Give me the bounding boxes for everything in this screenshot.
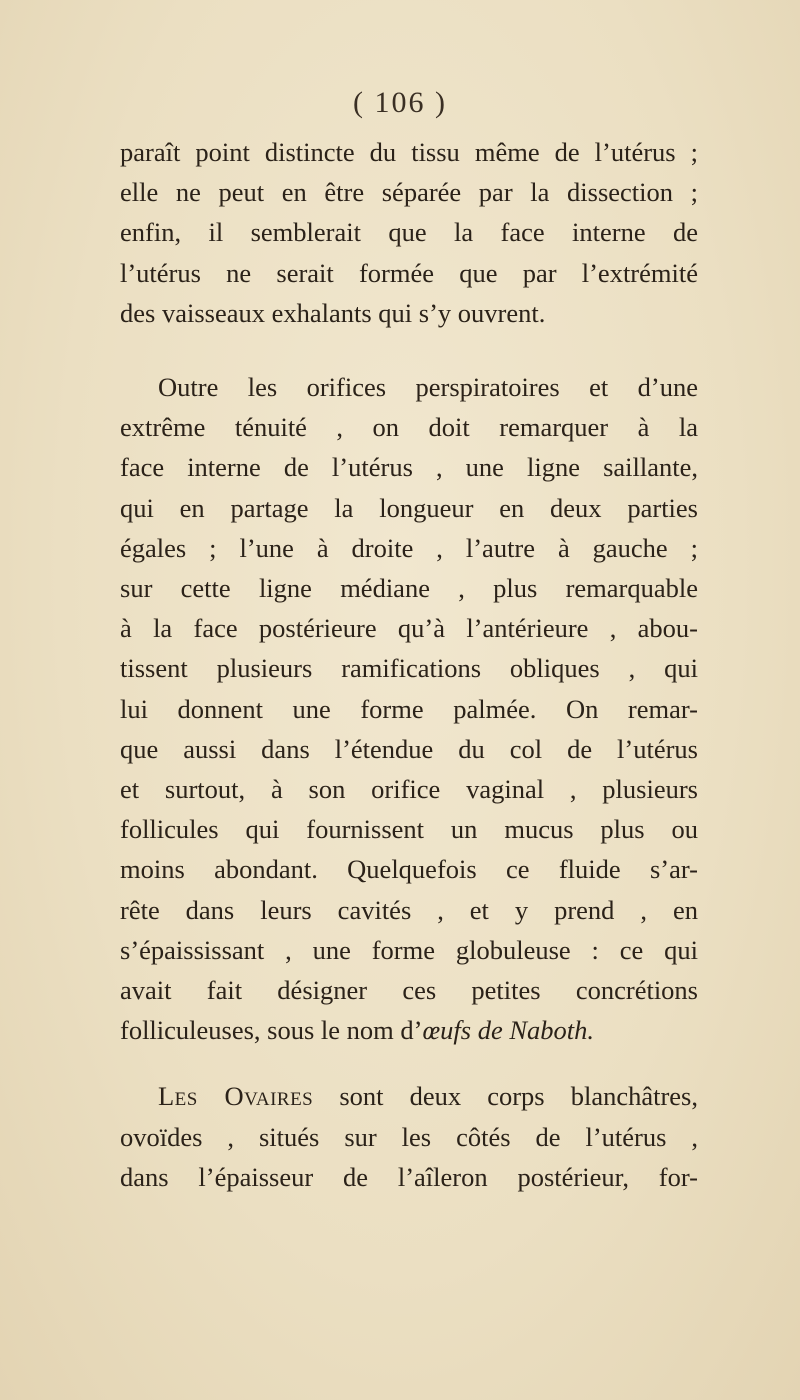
text-fragment: sont deux corps blanchâtres, [313, 1081, 699, 1112]
text-line: face interne de l’utérus , une ligne saillante, [120, 452, 698, 483]
text-line: et surtout, à son orifice vaginal , plusieurs [120, 774, 698, 805]
paragraph-1 [120, 132, 698, 333]
italic-term: œufs de Naboth. [422, 1015, 595, 1046]
text-line: s’épaississant , une forme globuleuse : ce qui [120, 934, 698, 965]
text-line: follicules qui fournissent un mucus plus ou [120, 814, 698, 845]
text-line: rête dans leurs cavités , et y prend , en [120, 894, 698, 925]
text-line: Outre les orifices perspiratoires et d’une [158, 372, 698, 403]
text-line: qui en partage la longueur en deux parties [120, 492, 698, 523]
text-line: que aussi dans l’étendue du col de l’utérus [120, 733, 698, 764]
text-line [120, 1076, 698, 1116]
text-line: à la face postérieure qu’à l’antérieure , abou- [120, 613, 698, 644]
text-line: avait fait désigner ces petites concrétions [120, 975, 698, 1006]
text-line: elle ne peut en être séparée par la dissection ; [120, 177, 698, 208]
paragraph-3 [120, 1076, 698, 1197]
text-line: enfin, il semblerait que la face interne de [120, 217, 698, 248]
text-line: l’utérus ne serait formée que par l’extrémité [120, 257, 698, 288]
body-text [120, 132, 698, 1197]
text-line: dans l’épaisseur de l’aîleron postérieur, for- [120, 1161, 698, 1192]
text-line: ovoïdes , situés sur les côtés de l’utérus , [120, 1121, 698, 1152]
section-term: Les Ovaires [158, 1081, 314, 1112]
text-line: égales ; l’une à droite , l’autre à gauche ; [120, 532, 698, 563]
text-line [120, 1010, 698, 1050]
paragraph-2 [120, 367, 698, 1050]
text-fragment: folliculeuses, sous le nom d’ [120, 1015, 423, 1046]
text-line: lui donnent une forme palmée. On remar- [120, 693, 698, 724]
text-line: extrême ténuité , on doit remarquer à la [120, 412, 698, 443]
text-line: tissent plusieurs ramifications obliques , qui [120, 653, 698, 684]
page-number: ( 106 ) [353, 86, 447, 119]
text-line: sur cette ligne médiane , plus remarquable [120, 573, 698, 604]
text-line: paraît point distincte du tissu même de l’utérus ; [120, 137, 698, 167]
text-line: des vaisseaux exhalants qui s’y ouvrent. [120, 297, 546, 328]
text-line: moins abondant. Quelquefois ce fluide s’ar- [120, 854, 698, 885]
